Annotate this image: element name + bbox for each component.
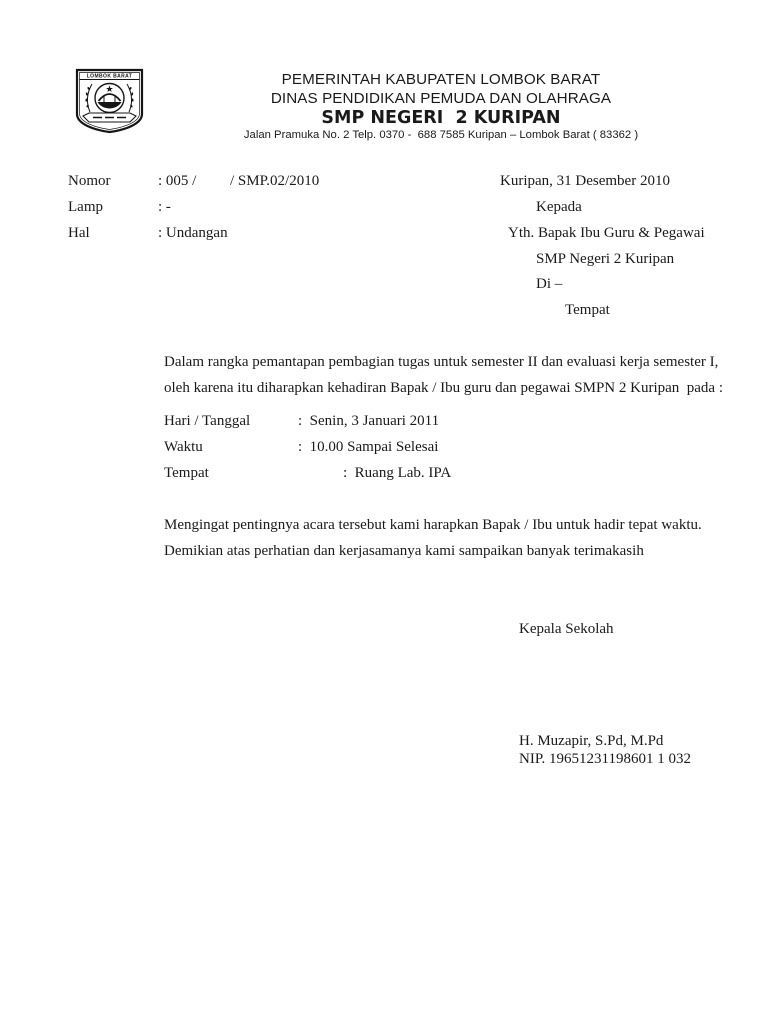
detail-value-date: : Senin, 3 Januari 2011 xyxy=(298,413,440,429)
nomor-label: Nomor xyxy=(68,173,111,189)
detail-label-time: Waktu xyxy=(164,439,203,455)
recipient-tempat: Tempat xyxy=(565,302,610,318)
signature-title: Kepala Sekolah xyxy=(519,621,614,637)
intro-line-1: Dalam rangka pemantapan pembagian tugas untuk semester II dan evaluasi kerja semester I, xyxy=(164,354,719,370)
regency-emblem-svg xyxy=(75,68,144,134)
intro-line-2: oleh karena itu diharapkan kehadiran Bapak / Ibu guru dan pegawai SMPN 2 Kuripan pada : xyxy=(164,380,723,396)
lamp-value: : - xyxy=(158,199,171,215)
signature-name: H. Muzapir, S.Pd, M.Pd xyxy=(519,733,664,749)
nomor-value: : 005 / xyxy=(158,173,197,189)
lamp-label: Lamp xyxy=(68,199,103,215)
detail-label-date: Hari / Tanggal xyxy=(164,413,251,429)
recipient-line2: SMP Negeri 2 Kuripan xyxy=(536,251,675,267)
detail-label-place: Tempat xyxy=(164,465,209,481)
hal-value: : Undangan xyxy=(158,225,228,241)
letterhead-government-line: PEMERINTAH KABUPATEN LOMBOK BARAT xyxy=(281,71,601,88)
closing-line-2: Demikian atas perhatian dan kerjasamanya kami sampaikan banyak terimakasih xyxy=(164,543,644,559)
detail-value-time: : 10.00 Sampai Selesai xyxy=(298,439,439,455)
emblem-title-text: LOMBOK BARAT xyxy=(86,73,133,80)
regency-emblem-icon xyxy=(75,68,144,134)
nomor-value-suffix: / SMP.02/2010 xyxy=(230,173,320,189)
hal-label: Hal xyxy=(68,225,90,241)
recipient-kepada: Kepada xyxy=(536,199,582,215)
letterhead-department-line: DINAS PENDIDIKAN PEMUDA DAN OLAHRAGA xyxy=(270,90,612,107)
letterhead-address: Jalan Pramuka No. 2 Telp. 0370 - 688 7585 Kuripan – Lombok Barat ( 83362 ) xyxy=(243,129,639,141)
letterhead-school-name: SMP NEGERI 2 KURIPAN xyxy=(321,108,561,128)
recipient-line1: Yth. Bapak Ibu Guru & Pegawai xyxy=(508,225,705,241)
closing-line-1: Mengingat pentingnya acara tersebut kami harapkan Bapak / Ibu untuk hadir tepat waktu. xyxy=(164,517,702,533)
place-date: Kuripan, 31 Desember 2010 xyxy=(500,173,670,189)
detail-value-place: : Ruang Lab. IPA xyxy=(343,465,452,481)
recipient-di: Di – xyxy=(536,276,563,292)
signature-nip: NIP. 19651231198601 1 032 xyxy=(519,751,691,767)
